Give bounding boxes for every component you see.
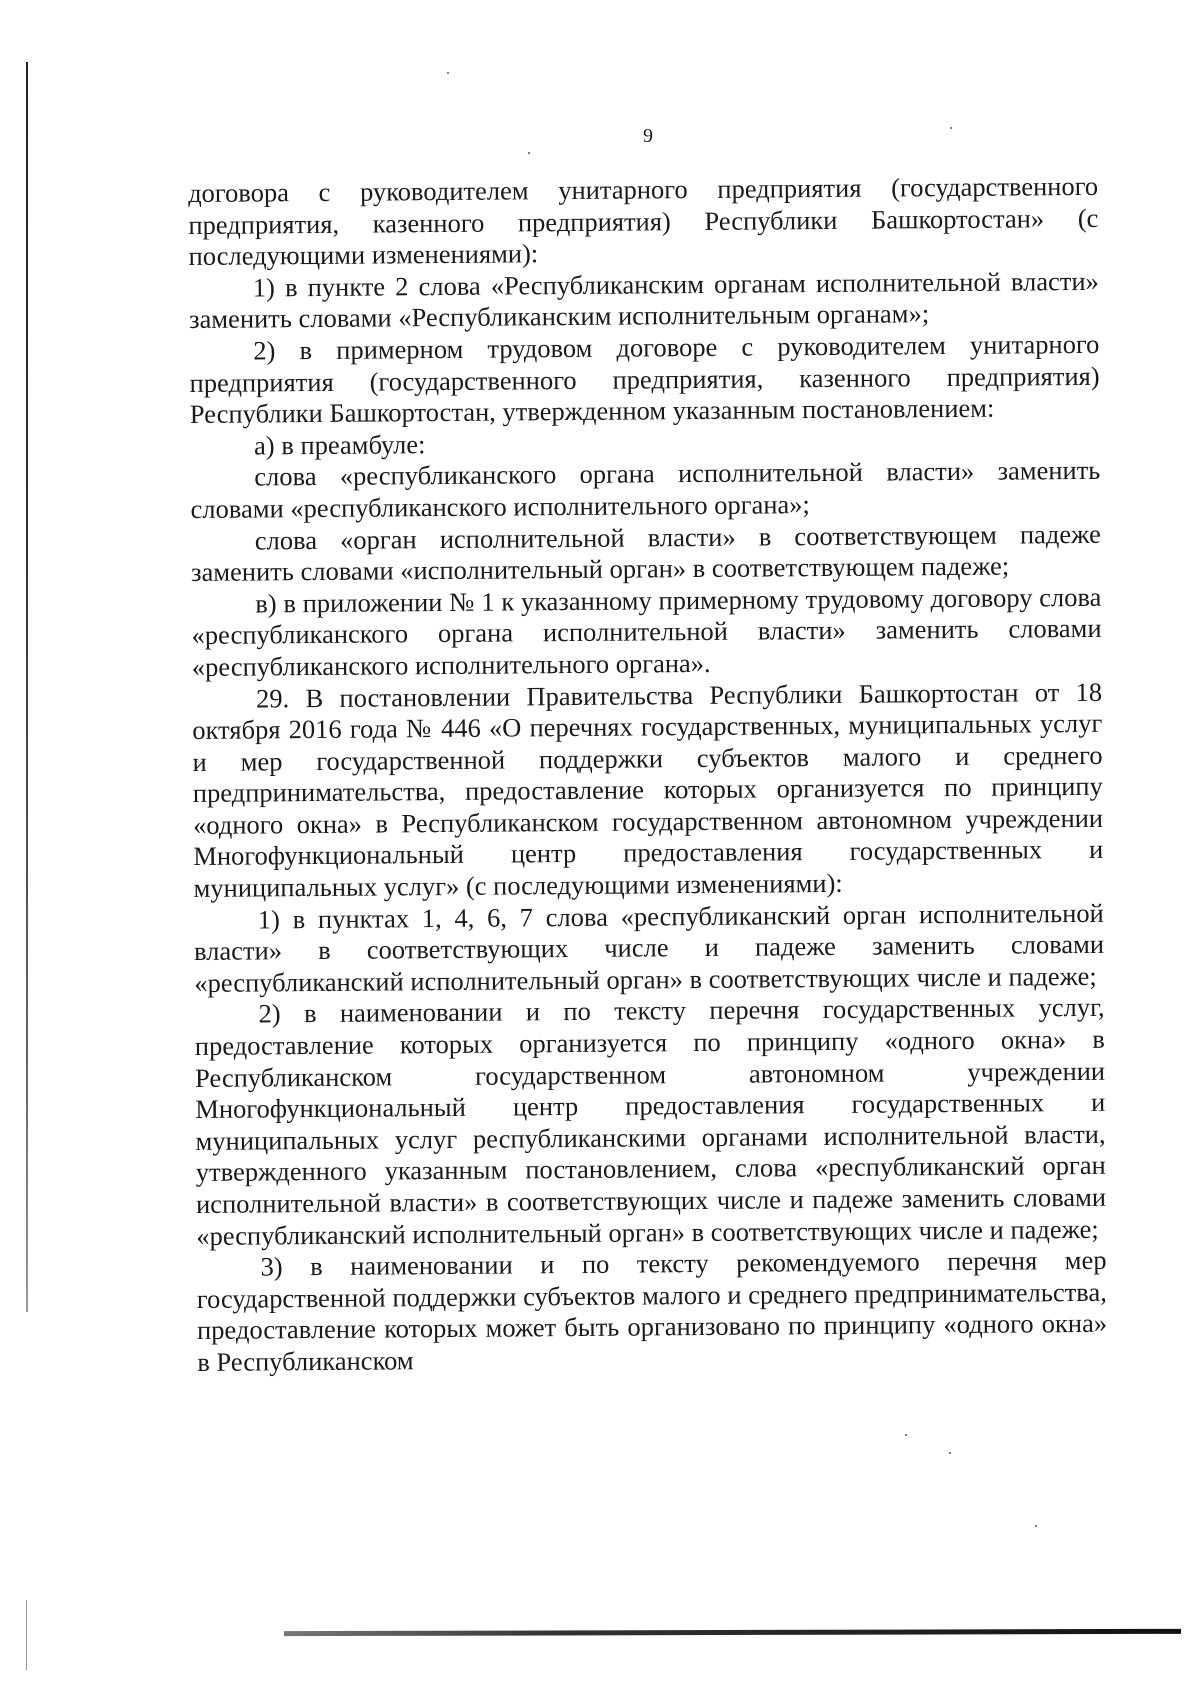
bottom-rule xyxy=(284,1629,1181,1636)
page-number: 9 xyxy=(643,125,653,147)
document-body xyxy=(188,171,1107,1379)
scan-edge-left-lower xyxy=(26,1600,27,1670)
paragraph-section-29: 29. В постановлении Правительства Республики Башкортостан от 18 октября 2016 года № 446 «О перечнях государственных, муниципальных услуг и мер государственной поддержки субъектов малого и среднего предпринимательства, предоставление которых организуется по принципу «одного окна» в Республиканском государственном автономном учреждении Многофункциональный центр предоставления государственных и муниципальных услуг» (с последующими изменениями): xyxy=(192,676,1104,904)
paragraph-words-1: слова «республиканского органа исполнительной власти» заменить словами «республиканского исполнительного органа»; xyxy=(190,455,1101,524)
paragraph-continuation: договора с руководителем унитарного предприятия (государственного предприятия, казенного предприятия) Республики Башкортостан» (с последующими изменениями): xyxy=(188,170,1099,272)
scan-speck xyxy=(950,127,952,129)
scan-speck xyxy=(528,152,530,154)
scan-speck xyxy=(1035,1525,1037,1527)
paragraph-words-2: слова «орган исполнительной власти» в соответствующем падеже заменить словами «исполнительный орган» в соответствующем падеже; xyxy=(190,518,1101,588)
scan-speck xyxy=(949,1452,951,1454)
paragraph-item-1: 1) в пункте 2 слова «Республиканским органам исполнительной власти» заменить словами «Республиканским исполнительным органам»; xyxy=(188,265,1099,335)
paragraph-item-a: а) в преамбуле: xyxy=(253,428,426,461)
scan-speck xyxy=(905,1434,907,1436)
paragraph-item-2: 2) в примерном трудовом договоре с руководителем унитарного предприятия (государственного предприятия, казенного предприятия) Республики Башкортостан, утвержденном указанным постановлением: xyxy=(189,328,1100,430)
paragraph-29-item-2: 2) в наименовании и по тексту перечня государственных услуг, предоставление которых организуется по принципу «одного окна» в Республиканском государственном автономном учреждении Многофункциональный центр предоставления государственных и муниципальных услуг республиканскими органами исполнительной власти, утвержденного указанным постановлением, слова «республиканский орган исполнительной власти» в соответствующих числе и падеже заменить словами «республиканский исполнительный орган» в соответствующих числе и падеже; xyxy=(194,992,1107,1251)
paragraph-item-v: в) в приложении № 1 к указанному примерному трудовому договору слова «республиканского органа исполнительной власти» заменить словами «республиканского исполнительного органа». xyxy=(191,581,1102,682)
scan-edge-left xyxy=(26,62,28,1312)
paragraph-29-item-1: 1) в пунктах 1, 4, 6, 7 слова «республиканский орган исполнительной власти» в соответствующих числе и падеже заменить словами «республиканский исполнительный орган» в соответствующих числе и падеже; xyxy=(193,897,1105,998)
scan-speck xyxy=(447,72,449,74)
paragraph-29-item-3: 3) в наименовании и по тексту рекомендуемого перечня мер государственной поддержки субъектов малого и среднего предпринимательства, предоставление которых может быть организовано по принципу «одного окна» в Республиканском xyxy=(196,1245,1108,1377)
